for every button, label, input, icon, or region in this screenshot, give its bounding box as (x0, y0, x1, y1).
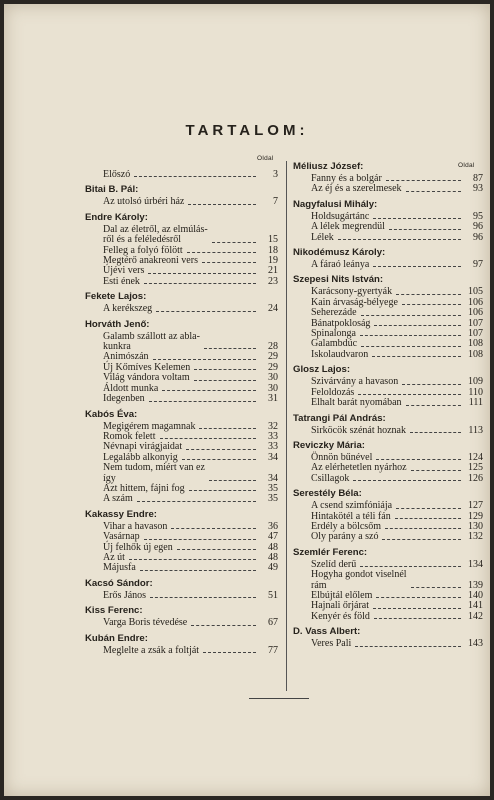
entry-page-number: 143 (468, 638, 483, 650)
author-heading: Nagyfalusi Mihály: (293, 198, 378, 210)
entry-title: Az út (103, 551, 125, 563)
entry-page-number: 108 (468, 348, 483, 360)
leader-dashes (395, 518, 461, 519)
entry-title: Az éj és a szerelmesek (311, 183, 402, 195)
entry-page-number: 127 (468, 500, 483, 512)
leader-dashes (410, 432, 461, 433)
entry-title: Nem tudom, miért van ez így (103, 462, 205, 484)
entry-title: Megigérem magamnak (103, 420, 196, 432)
leader-dashes (160, 438, 257, 439)
entry-page-number: 124 (468, 451, 483, 463)
entry-title: Sirköcök szénát hoznak (311, 424, 406, 436)
leader-dashes (402, 304, 461, 305)
entry-page-number: 110 (468, 386, 483, 398)
leader-dashes (386, 180, 461, 181)
author-heading: Kubán Endre: (85, 632, 148, 644)
leader-dashes (153, 359, 256, 360)
entry-page-number: 126 (468, 472, 483, 484)
leader-dashes (372, 356, 461, 357)
leader-dashes (162, 390, 256, 391)
toc-entry (293, 260, 483, 270)
leader-dashes (188, 204, 256, 205)
entry-page-number: 125 (468, 462, 483, 474)
entry-title: Galamb szállott az abla- kunkra (103, 330, 200, 353)
leader-dashes (187, 252, 256, 253)
leader-dashes (411, 587, 461, 588)
toc-section (85, 184, 278, 207)
leader-dashes (194, 369, 256, 370)
toc-section (85, 605, 278, 628)
toc-entry (85, 394, 278, 404)
toc-section (85, 409, 278, 505)
leader-dashes (396, 294, 461, 295)
leader-dashes (382, 539, 461, 540)
author-heading: Szemlér Ferenc: (293, 546, 368, 558)
entry-page-number: 109 (468, 376, 483, 388)
leader-dashes (134, 176, 256, 177)
leader-dashes (411, 470, 461, 471)
entry-title: A lélek megrendül (311, 221, 385, 233)
entry-page-number: 33 (268, 441, 278, 453)
entry-title: A csend szimfóniája (311, 500, 393, 512)
toc-entry (85, 197, 278, 207)
entry-page-number: 21 (268, 265, 278, 277)
leader-dashes (150, 597, 256, 598)
toc-entry (293, 184, 483, 194)
author-heading: Méliusz József: (293, 161, 364, 172)
leader-dashes (191, 625, 256, 626)
leader-dashes (137, 501, 256, 502)
toc-entry (85, 304, 278, 314)
entry-page-number: 35 (268, 493, 278, 505)
leader-dashes (212, 242, 256, 243)
author-heading: Bitai B. Pál: (85, 184, 139, 196)
author-heading: Tatrangi Pál András: (293, 412, 386, 424)
entry-page-number: 134 (468, 558, 483, 570)
entry-title: Idegenben (103, 393, 145, 405)
entry-page-number: 105 (468, 286, 483, 298)
toc-section (293, 274, 483, 360)
entry-title: Áldott munka (103, 382, 159, 394)
toc-section (293, 364, 483, 408)
toc-entry (85, 591, 278, 601)
entry-title: Animószán (103, 351, 149, 363)
leader-dashes (353, 480, 461, 481)
entry-page-number: 24 (268, 303, 278, 315)
entry-page-number: 139 (468, 579, 483, 591)
toc-entry (85, 170, 278, 180)
entry-title: Romok felett (103, 430, 156, 442)
entry-page-number: 3 (273, 169, 278, 180)
leader-dashes (376, 459, 461, 460)
page-title: TARTALOM: (185, 122, 309, 139)
toc-entry (293, 501, 483, 511)
toc-entry (85, 225, 278, 246)
toc-entry (293, 532, 483, 542)
entry-page-number: 132 (468, 531, 483, 543)
entry-title: Az utolsó úrbéri ház (103, 196, 185, 208)
entry-title: Dal az életről, az elmúlás- ről és a feléledésről (103, 223, 208, 246)
entry-page-number: 97 (473, 259, 483, 271)
entry-title: Erős János (103, 589, 147, 601)
entry-page-number: 96 (473, 221, 483, 233)
entry-title: Önnön bűnével (311, 451, 373, 463)
toc-column-right (286, 161, 483, 691)
entry-title: Hintakötél a téli fán (311, 510, 391, 522)
entry-title: Az elérhetetlen nyárhoz (311, 462, 407, 474)
entry-page-number: 49 (268, 562, 278, 574)
toc-section (85, 578, 278, 601)
entry-title: Vasárnap (103, 531, 140, 543)
leader-dashes (148, 273, 256, 274)
entry-page-number: 93 (473, 183, 483, 195)
leader-dashes (373, 218, 461, 219)
entry-title: Hajnali őrjárat (311, 600, 370, 612)
entry-title: Újévi vers (103, 265, 145, 277)
entry-title: A szám (103, 493, 133, 505)
entry-title: Világ vándora voltam (103, 372, 190, 384)
entry-title: Előszó (103, 169, 131, 180)
leader-dashes (374, 618, 461, 619)
toc-entry (85, 618, 278, 628)
toc-entry (293, 398, 483, 408)
entry-page-number: 35 (268, 482, 278, 494)
leader-dashes (156, 311, 256, 312)
leader-dashes (189, 490, 256, 491)
leader-dashes (406, 191, 461, 192)
entry-title: Holdsugártánc (311, 210, 370, 222)
entry-page-number: 48 (268, 541, 278, 553)
entry-page-number: 29 (268, 361, 278, 373)
leader-dashes (194, 380, 256, 381)
toc-section (293, 199, 483, 243)
author-heading: Reviczky Mária: (293, 439, 365, 451)
leader-dashes (360, 566, 461, 567)
entry-title: Meglelte a zsák a foltját (103, 644, 200, 656)
entry-title: Elhalt barát nyomában (311, 397, 402, 409)
leader-dashes (373, 266, 461, 267)
toc-section (293, 626, 483, 649)
entry-title: Erdély a bölcsőm (311, 520, 381, 532)
author-heading: Kabós Éva: (85, 408, 138, 420)
toc-entry (85, 463, 278, 484)
leader-dashes (360, 335, 461, 336)
entry-page-number: 18 (268, 244, 278, 256)
entry-page-number: 48 (268, 551, 278, 563)
author-heading: Kakassy Endre: (85, 508, 157, 520)
toc-entry (85, 646, 278, 656)
entry-page-number: 106 (468, 296, 483, 308)
entry-title: Lélek (311, 231, 334, 243)
leader-dashes (358, 394, 461, 395)
toc-section (293, 161, 483, 195)
leader-dashes (406, 405, 461, 406)
entry-title: Legalább alkonyig (103, 451, 178, 463)
entry-title: Új felhők új egen (103, 541, 173, 553)
entry-title: Varga Boris tévedése (103, 617, 188, 629)
entry-title: Kain árvaság-bélyege (311, 296, 398, 308)
entry-title: Iskolaudvaron (311, 348, 369, 360)
entry-page-number: 34 (268, 451, 278, 463)
toc-entry (293, 474, 483, 484)
entry-title: Névnapi virágjaidat (103, 441, 183, 453)
toc-entry (85, 563, 278, 573)
entry-page-number: 141 (468, 600, 483, 612)
entry-title: Seherezáde (311, 307, 357, 319)
leader-dashes (149, 401, 256, 402)
entry-page-number: 36 (268, 520, 278, 532)
entry-page-number: 107 (468, 317, 483, 329)
entry-page-number: 15 (268, 234, 278, 246)
toc-entry (85, 532, 278, 542)
entry-title: Májusfa (103, 562, 136, 574)
entry-page-number: 87 (473, 173, 483, 184)
entry-page-number: 51 (268, 589, 278, 601)
entry-page-number: 130 (468, 520, 483, 532)
entry-page-number: 129 (468, 510, 483, 522)
entry-title: Karácsony-gyertyák (311, 286, 393, 298)
entry-page-number: 29 (268, 351, 278, 363)
toc-entry (85, 277, 278, 287)
leader-dashes (144, 539, 256, 540)
entry-title: Felleg a folyó fölött (103, 244, 183, 256)
entry-title: Szivárvány a havason (311, 376, 399, 388)
leader-dashes (203, 652, 256, 653)
leader-dashes (373, 608, 461, 609)
entry-title: Feloldozás (311, 386, 355, 398)
leader-dashes (182, 459, 256, 460)
toc-entry (85, 494, 278, 504)
entry-title: A fáraó leánya (311, 259, 370, 271)
entry-title: Hogyha gondot viselnél rám (311, 569, 407, 591)
entry-page-number: 31 (268, 393, 278, 405)
leader-dashes (396, 508, 461, 509)
toc-section (85, 170, 278, 180)
toc-entry (293, 350, 483, 360)
entry-page-number: 106 (468, 307, 483, 319)
author-heading: Serestély Béla: (293, 488, 362, 500)
leader-dashes (355, 646, 461, 647)
entry-page-number: 30 (268, 382, 278, 394)
entry-page-number: 96 (473, 231, 483, 243)
entry-title: Megtérő anakreoni vers (103, 255, 198, 267)
entry-title: Új Kőmíves Kelemen (103, 361, 191, 373)
entry-page-number: 107 (468, 328, 483, 340)
entry-page-number: 47 (268, 531, 278, 543)
leader-dashes (202, 262, 256, 263)
toc-section (293, 413, 483, 436)
leader-dashes (376, 597, 461, 598)
page-column-label-left: Oldal (257, 155, 274, 162)
entry-page-number: 30 (268, 372, 278, 384)
author-heading: Nikodémusz Károly: (293, 247, 386, 259)
toc-column-left (85, 170, 278, 660)
toc-entry (293, 639, 483, 649)
entry-title: Galambdúc (311, 338, 358, 350)
entry-title: Fanny és a bolgár (311, 173, 382, 184)
author-heading: Horváth Jenő: (85, 318, 150, 330)
toc-section (85, 319, 278, 405)
author-heading: D. Vass Albert: (293, 626, 361, 638)
entry-title: Oly parány a szó (311, 531, 379, 543)
leader-dashes (199, 428, 256, 429)
entry-page-number: 33 (268, 430, 278, 442)
entry-title: Szelíd derű (311, 558, 357, 570)
entry-page-number: 95 (473, 210, 483, 222)
entry-page-number: 111 (468, 397, 483, 409)
entry-page-number: 113 (468, 424, 483, 436)
author-heading: Glosz Lajos: (293, 364, 351, 376)
leader-dashes (374, 325, 461, 326)
toc-section (85, 633, 278, 656)
toc-section (85, 212, 278, 287)
entry-title: Bánatpokloság (311, 317, 371, 329)
toc-entry (293, 570, 483, 591)
entry-title: Vihar a havason (103, 520, 168, 532)
entry-page-number: 142 (468, 610, 483, 622)
end-rule (249, 698, 309, 699)
toc-entry (85, 332, 278, 353)
toc-entry (293, 426, 483, 436)
entry-title: Azt hittem, fájni fog (103, 482, 185, 494)
author-heading: Kacsó Sándor: (85, 577, 153, 589)
leader-dashes (177, 549, 256, 550)
entry-title: Csillagok (311, 472, 350, 484)
entry-title: Spinalonga (311, 328, 356, 340)
leader-dashes (129, 559, 256, 560)
leader-dashes (144, 283, 256, 284)
entry-page-number: 7 (273, 196, 278, 208)
entry-title: Esti ének (103, 275, 140, 287)
toc-section (293, 547, 483, 622)
entry-page-number: 67 (268, 617, 278, 629)
leader-dashes (209, 480, 256, 481)
entry-page-number: 77 (268, 644, 278, 656)
toc-section (293, 247, 483, 270)
entry-page-number: 108 (468, 338, 483, 350)
toc-section (85, 291, 278, 314)
page-column-label-right: Oldal (458, 162, 475, 169)
entry-title: A kerékszeg (103, 303, 153, 315)
author-heading: Endre Károly: (85, 211, 148, 223)
author-heading: Kiss Ferenc: (85, 605, 143, 617)
leader-dashes (361, 315, 461, 316)
entry-page-number: 32 (268, 420, 278, 432)
book-page (4, 4, 490, 796)
leader-dashes (402, 384, 461, 385)
entry-title: Kenyér és föld (311, 610, 370, 622)
toc-section (293, 440, 483, 484)
entry-page-number: 28 (268, 341, 278, 353)
entry-page-number: 19 (268, 255, 278, 267)
entry-page-number: 140 (468, 589, 483, 601)
leader-dashes (171, 528, 256, 529)
toc-entry (293, 233, 483, 243)
entry-title: Veres Pali (311, 638, 352, 650)
leader-dashes (361, 346, 461, 347)
leader-dashes (385, 528, 461, 529)
author-heading: Fekete Lajos: (85, 291, 147, 303)
toc-section (293, 488, 483, 543)
toc-entry (293, 612, 483, 622)
leader-dashes (338, 239, 461, 240)
leader-dashes (140, 570, 256, 571)
author-heading: Szepesi Nits István: (293, 274, 384, 286)
entry-page-number: 34 (268, 472, 278, 484)
leader-dashes (389, 229, 461, 230)
toc-section (85, 509, 278, 574)
entry-title: Elbújtál előlem (311, 589, 373, 601)
entry-page-number: 23 (268, 275, 278, 287)
leader-dashes (186, 449, 256, 450)
leader-dashes (204, 348, 256, 349)
